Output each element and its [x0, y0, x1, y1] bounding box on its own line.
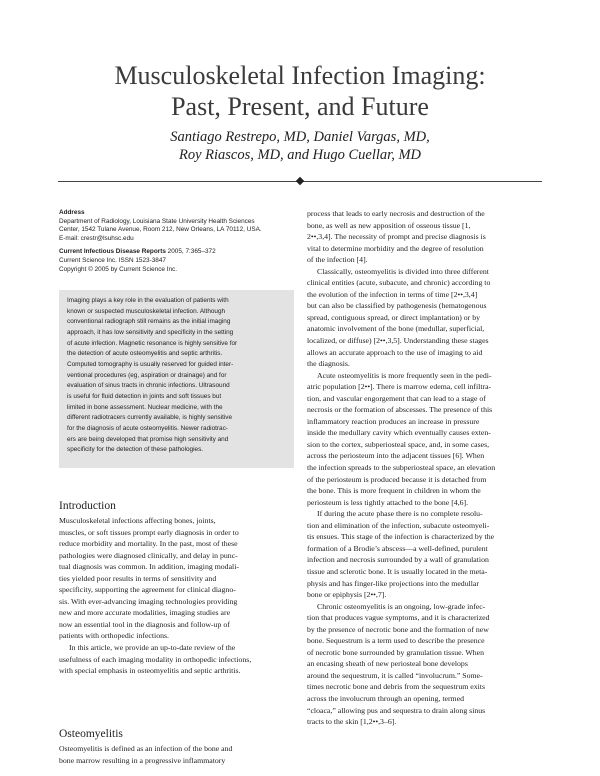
body-line: physis and has finger-like projections into the medullar: [307, 578, 479, 588]
abstract-line: approach, it has low sensitivity and specificity in the setting: [67, 328, 234, 336]
body-line: usefulness of each imaging modality in orthopedic infections,: [59, 654, 252, 664]
abstract-line: ventional procedures (eg, aspiration or drainage) and for: [67, 371, 227, 379]
body-line: bone. Sequestrum is a term used to describe the presence: [307, 636, 485, 646]
body-line: by the presence of necrotic bone and the formation of new: [307, 624, 489, 634]
abstract-line: specificity for the detection of these pathologies.: [67, 446, 204, 454]
abstract-box: [59, 290, 294, 468]
abstract-line: for the diagnosis of acute osteomyelitis. Newer radiotrac-: [67, 424, 228, 432]
body-line: specificity, supporting the agreement for clinical diagno-: [59, 585, 236, 595]
copyright-line: Copyright © 2005 by Current Science Inc.: [59, 265, 178, 273]
body-line: spread, contiguous spread, or direct implantation) or by: [307, 312, 481, 322]
title-line: Past, Present, and Future: [171, 92, 429, 121]
body-line: bone marrow resulting in a progressive inflammatory: [59, 755, 226, 765]
abstract-line: known or suspected musculoskeletal infection. Although: [67, 307, 226, 315]
body-line: around the sequestrum, it is called “involucrum.” Some-: [307, 670, 483, 680]
abstract-line: ers are being developed that promise high sensitivity and: [67, 435, 229, 443]
body-line: reduce morbidity and mortality. In the past, most of these: [59, 539, 238, 549]
introduction-heading: Introduction: [59, 500, 116, 512]
body-line: ties yielded poor results in terms of sensitivity and: [59, 573, 217, 583]
abstract-line: conventional radiograph still remains as the initial imaging: [67, 318, 231, 326]
article-title: [0, 60, 600, 122]
body-line: process that leads to early necrosis and destruction of the: [307, 209, 485, 218]
body-line: sis. With ever-advancing imaging technologies providing: [59, 596, 238, 606]
address-email: E-mail: crestr@lsuhsc.edu: [59, 234, 134, 242]
abstract-line: limited in bone assessment. Nuclear medicine, with the: [67, 403, 223, 411]
body-line: formation of a Brodie’s abscess—a well-defined, purulent: [307, 543, 488, 553]
body-line: times necrotic bone and debris from the sequestrum exits: [307, 682, 485, 692]
author-line: Roy Riascos, MD, and Hugo Cuellar, MD: [178, 147, 422, 163]
body-line: Classically, osteomyelitis is divided into three different: [317, 266, 489, 276]
abstract-line: Computed tomography is usually reserved for guided inter-: [67, 360, 234, 368]
body-line: tual diagnosis was common. In addition, imaging modali-: [59, 562, 239, 572]
body-line: 2••,3,4]. The necessity of prompt and precise diagnosis is: [307, 232, 486, 242]
journal-citation: [59, 248, 299, 257]
issn-line: Current Science Inc. ISSN 1523-3847: [59, 256, 166, 264]
body-line: Osteomyelitis is defined as an infection of the bone and: [59, 744, 233, 753]
address-line: Center, 1542 Tulane Avenue, Room 212, New Orleans, LA 70112, USA.: [59, 226, 262, 234]
body-line: of the infection [4].: [307, 255, 368, 265]
body-line: the diagnosis.: [307, 359, 350, 369]
body-line: now an essential tool in the diagnosis and follow-up of: [59, 619, 230, 629]
body-line: of the periosteum is produced because it is detached from: [307, 474, 487, 484]
body-line: If during the acute phase there is no complete resolu-: [317, 509, 483, 519]
author-list: [0, 128, 600, 164]
address-label: Address: [59, 209, 85, 216]
body-line: tion and elimination of the infection, subacute osteomyeli-: [307, 520, 490, 530]
body-line: bone, as well as new apposition of osseous tissue [1,: [307, 220, 471, 230]
journal-name: Current Infectious Disease Reports: [59, 248, 166, 256]
body-line: patients with orthopedic infections.: [59, 631, 169, 641]
right-column-body: [307, 208, 545, 728]
body-line: inside the medullary cavity which eventually causes exten-: [307, 428, 491, 438]
abstract-line: evaluation of sinus tracts in chronic infections. Ultrasound: [67, 382, 230, 390]
body-line: tracts to the skin [1,2••,3–6].: [307, 717, 397, 727]
author-line: Santiago Restrepo, MD, Daniel Vargas, MD,: [170, 129, 430, 145]
body-line: the infection spreads to the subperiosteal space, an elevation: [307, 463, 496, 473]
abstract-line: is useful for fluid detection in joints and soft tissues but: [67, 392, 222, 400]
abstract-line: different radiotracers currently available, is highly sensitive: [67, 414, 233, 422]
body-line: the bone. This is more frequent in children in whom the: [307, 486, 481, 496]
body-line: inflammatory reaction produces an increase in pressure: [307, 416, 480, 426]
body-line: infection and necrosis surrounded by a wall of granulation: [307, 555, 489, 565]
body-line: across the involucrum through an opening, termed: [307, 693, 464, 703]
body-line: vital to determine morbidity and the degree of resolution: [307, 243, 484, 253]
body-line: “cloaca,” allowing pus and sequestra to drain along sinus: [307, 705, 486, 715]
body-line: the evolution of the infection in terms of time [2••,3,4]: [307, 289, 478, 299]
abstract-line: of acute infection. Magnetic resonance is highly sensitive for: [67, 339, 238, 347]
abstract-line: Imaging plays a key role in the evaluation of patients with: [67, 297, 229, 304]
body-line: Acute osteomyelitis is more frequently seen in the pedi-: [317, 370, 492, 380]
body-line: sion to the cortex, subperiosteal space, and, in some cases,: [307, 439, 490, 449]
body-line: Musculoskeletal infections affecting bones, joints,: [59, 516, 216, 525]
body-line: tion, and vascular engorgement that can lead to a stage of: [307, 393, 486, 403]
body-line: tis ensues. This stage of the infection is characterized by the: [307, 532, 495, 542]
divider-ornament: [296, 177, 304, 185]
body-line: atric population [2••]. There is marrow edema, cell infiltra-: [307, 382, 492, 392]
osteomyelitis-heading: Osteomyelitis: [59, 728, 123, 740]
body-line: allows an accurate approach to the use of imaging to aid: [307, 347, 483, 357]
address-line: Department of Radiology, Louisiana State University Health Sciences: [59, 217, 255, 225]
body-line: of necrotic bone surrounded by granulation tissue. When: [307, 647, 484, 657]
article-metadata: [59, 209, 299, 274]
body-line: anatomic involvement of the bone (medullar, superficial,: [307, 324, 485, 334]
body-line: bone or epiphysis [2••,7].: [307, 590, 387, 600]
body-line: muscles, or soft tissues prompt early diagnosis in order to: [59, 527, 239, 537]
body-line: localized, or diffuse) [2••,3,5]. Understanding these stages: [307, 336, 489, 346]
body-line: tion that produces vague symptoms, and it is characterized: [307, 613, 490, 623]
body-line: an encasing sheath of new periosteal bone develops: [307, 659, 468, 669]
body-line: periosteum is less tightly attached to the bone [4,6].: [307, 497, 469, 507]
body-line: pathologies were diagnosed clinically, and delay in punc-: [59, 550, 238, 560]
body-line: tissue and sclerotic bone. It is usually located in the meta-: [307, 566, 488, 576]
body-line: necrosis or the formation of abscesses. The presence of this: [307, 405, 493, 415]
title-line: Musculoskeletal Infection Imaging:: [114, 61, 486, 90]
body-line: In this article, we provide an up-to-date review of the: [69, 643, 236, 653]
abstract-line: the detection of acute osteomyelitis and septic arthritis.: [67, 350, 223, 358]
journal-volume: 2005, 7:365–372: [165, 248, 216, 256]
body-line: clinical entities (acute, subacute, and chronic) according to: [307, 278, 491, 288]
body-line: across the periosteum into the adjacent tissues [6]. When: [307, 451, 485, 461]
body-line: but can also be classified by pathogenesis (hematogenous: [307, 301, 487, 311]
osteomyelitis-body: [59, 743, 297, 766]
body-line: Chronic osteomyelitis is an ongoing, low-grade infec-: [317, 601, 486, 611]
introduction-body: [59, 515, 297, 677]
body-line: with special emphasis in osteomyelitis and septic arthritis.: [59, 666, 241, 676]
body-line: new and more accurate modalities, imaging studies are: [59, 608, 231, 618]
